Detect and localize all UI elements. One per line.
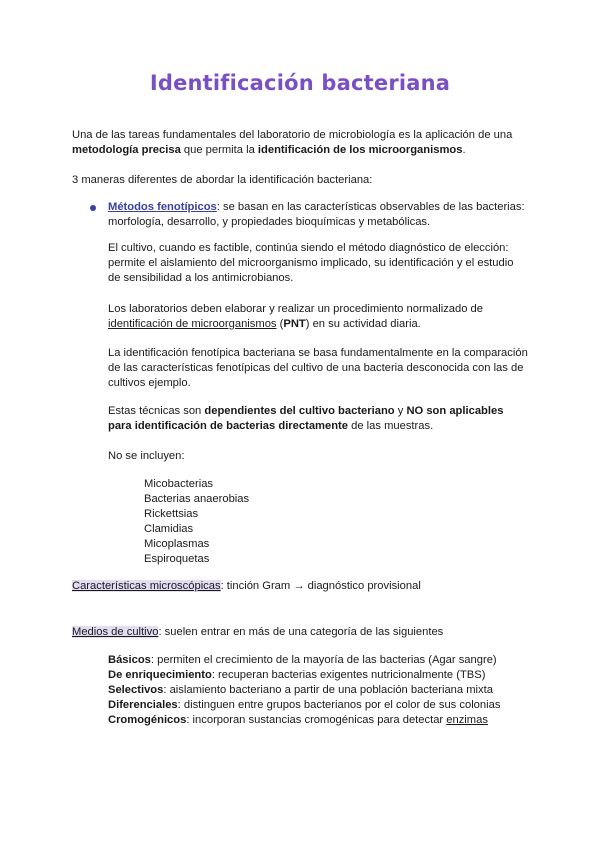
list-item [108,653,548,668]
bullet-icon [90,205,96,211]
tecnicas-text-a: Estas técnicas son [108,405,205,417]
comparacion-paragraph: La identificación fenotípica bacteriana se basa fundamentalmente en la comparación de las características fenotípicas del cultivo de una bacteria desconocida con las de cultivos ejemplo. [108,347,528,389]
microscopicas-paragraph [72,579,532,594]
pnt-text-c: ) en su actividad diaria. [305,318,421,330]
fenotipicos-paragraph [108,200,528,230]
pnt-paragraph [108,302,528,332]
intro-text-1: Una de las tareas fundamentales del laboratorio de microbiología es la aplicación de una [72,129,513,141]
intro-bold-1: metodología precisa [72,144,181,156]
list-item [108,698,548,713]
no-incluyen-label: No se incluyen: [108,450,185,462]
pnt-bold: PNT [283,318,306,330]
medios-paragraph [72,625,532,640]
tecnicas-bold-2: NO son aplicables para identificación de bacterias directamente [108,405,504,432]
cultivo-paragraph: El cultivo, cuando es factible, continúa siendo el método diagnóstico de elección: permite el aislamiento del microorganismo implicado, su identificación y el estudio de sensibilidad a los antimicrobianos. [108,242,514,284]
list-item [108,713,548,728]
medio-desc: : permiten el crecimiento de la mayoría de las bacterias (Agar sangre) [150,654,497,666]
medio-term: Selectivos [108,684,164,696]
medio-term: Diferenciales [108,699,178,711]
list-item: Micobacterias [144,478,214,490]
microscopicas-heading: Características microscópicas [72,580,221,592]
medio-desc: : incorporan sustancias cromogénicas para detectar [186,714,447,726]
medio-term: Básicos [108,654,151,666]
intro-paragraph [72,128,532,158]
ways-paragraph: 3 maneras diferentes de abordar la identificación bacteriana: [72,174,373,186]
pnt-text-b: ( [276,318,284,330]
fenotipicos-text: : se basan en las características observables de las bacterias: morfología, desarrollo, y propiedades bioquímicas y metabólicas. [108,201,525,228]
list-item: Espiroquetas [144,553,210,565]
pnt-text-a: Los laboratorios deben elaborar y realizar un procedimiento normalizado de [108,303,483,315]
identificacion-link[interactable]: identificación de microorganismos [108,318,277,330]
tecnicas-bold-1: dependientes del cultivo bacteriano [204,405,395,417]
medios-heading: Medios de cultivo [72,626,159,638]
list-item: Clamidias [144,523,194,535]
list-item: Micoplasmas [144,538,210,550]
list-item [108,668,548,683]
intro-text-3: . [462,144,466,156]
medio-desc: : distinguen entre grupos bacterianos por el color de sus colonias [177,699,501,711]
medios-list [108,653,548,728]
tecnicas-text-c: y [394,405,407,417]
tecnicas-paragraph [108,404,528,434]
medio-term: De enriquecimiento [108,669,212,681]
enzimas-link[interactable]: enzimas [446,714,488,726]
medio-desc: : recuperan bacterias exigentes nutricionalmente (TBS) [211,669,486,681]
intro-bold-2: identificación de los microorganismos [257,144,463,156]
excluded-list [144,477,524,567]
tecnicas-text-d: de las muestras. [348,420,434,432]
list-item [108,683,548,698]
list-item: Bacterias anaerobias [144,493,250,505]
list-item: Rickettsias [144,508,199,520]
fenotipicos-label: Métodos fenotípicos [108,201,217,213]
medio-term: Cromogénicos [108,714,187,726]
intro-text-2: que permita la [180,144,258,156]
page-title: Identificación bacteriana [149,71,451,95]
microscopicas-text: : tinción Gram → diagnóstico provisional [220,580,421,592]
medio-desc: : aislamiento bacteriano a partir de una población bacteriana mixta [163,684,493,696]
medios-text: : suelen entrar en más de una categoría de las siguientes [158,626,444,638]
